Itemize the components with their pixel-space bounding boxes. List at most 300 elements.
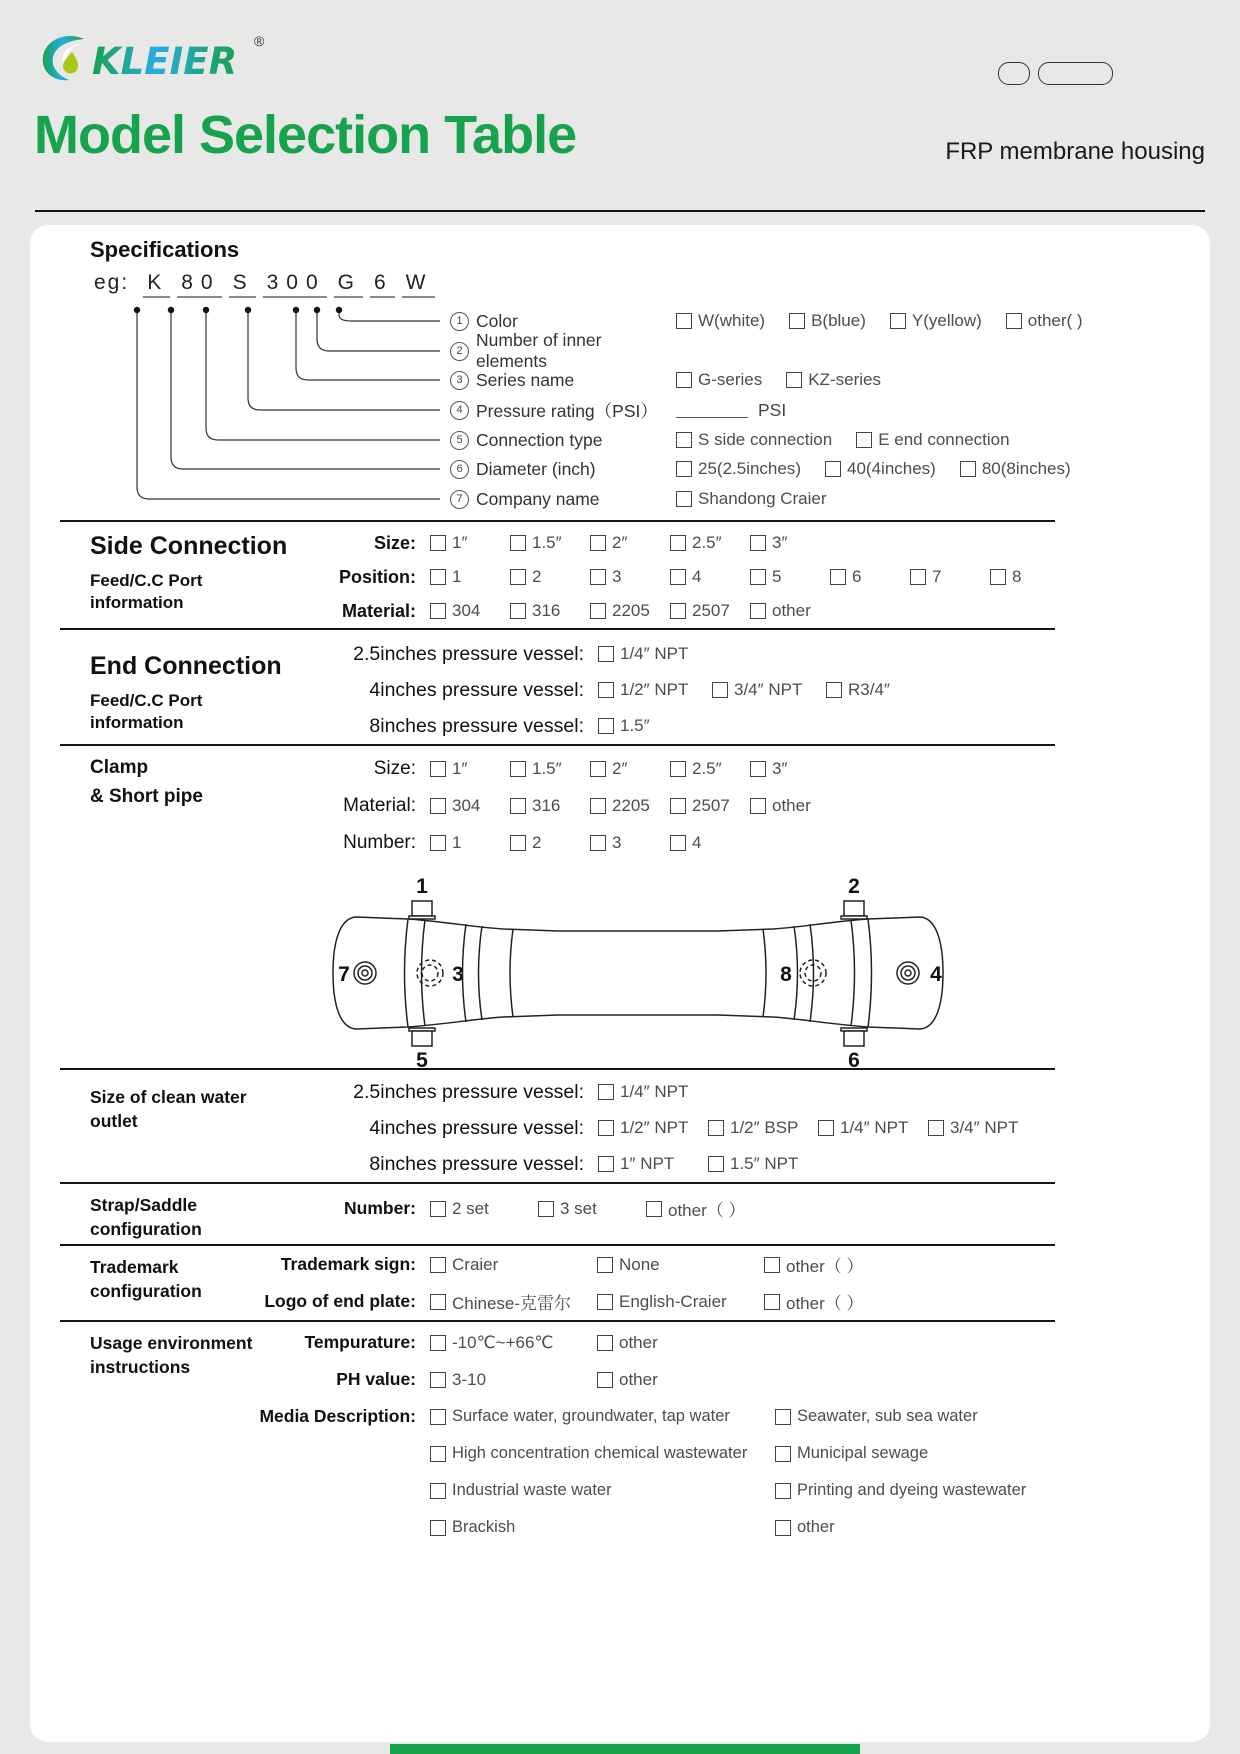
- option-label: 5: [772, 567, 782, 586]
- option-label: W(white): [698, 311, 766, 330]
- psi-unit-label: PSI: [758, 399, 787, 420]
- circled-number: 6: [450, 460, 469, 479]
- checkbox-option[interactable]: [775, 1444, 928, 1463]
- checkbox-option[interactable]: [856, 430, 1009, 450]
- option-label: 25(2.5inches): [698, 459, 802, 478]
- header-pill-small: [998, 62, 1030, 85]
- circled-number: 7: [450, 490, 469, 509]
- checkbox-option[interactable]: [910, 567, 990, 587]
- checkbox-option[interactable]: [597, 1255, 764, 1275]
- checkbox[interactable]: [510, 535, 526, 551]
- checkbox-option[interactable]: [430, 1407, 765, 1426]
- checkbox-option[interactable]: [646, 1196, 754, 1221]
- checkbox-option[interactable]: [430, 567, 510, 587]
- spec-row-label: Company name: [476, 488, 600, 509]
- option-label: other: [619, 1369, 658, 1389]
- page-subtitle: FRP membrane housing: [945, 138, 1205, 165]
- checkbox[interactable]: [430, 1372, 446, 1388]
- checkbox-option[interactable]: [430, 833, 510, 853]
- checkbox[interactable]: [750, 761, 766, 777]
- checkbox[interactable]: [598, 646, 614, 662]
- checkbox-option[interactable]: [764, 1289, 931, 1314]
- code-group-color: W: [402, 271, 435, 298]
- option-label: 1″ NPT: [620, 1154, 675, 1173]
- row-options: [430, 601, 830, 621]
- section-strap-saddle: [30, 1184, 1210, 1244]
- footer-accent-bar: [390, 1744, 860, 1754]
- section-clamp: [30, 746, 1210, 1068]
- option-label: 2 set: [452, 1198, 489, 1218]
- spec-row-label: Diameter (inch): [476, 458, 596, 479]
- checkbox[interactable]: [676, 491, 692, 507]
- option-label: 6: [852, 567, 862, 586]
- checkbox-option[interactable]: [430, 1333, 597, 1353]
- option-label: 2507: [692, 795, 730, 815]
- checkbox[interactable]: [430, 1409, 446, 1425]
- row-label: Number:: [343, 831, 416, 853]
- checkbox[interactable]: [510, 569, 526, 585]
- content-card: [30, 225, 1210, 1742]
- checkbox-option[interactable]: [430, 1289, 597, 1314]
- row-label: 4inches pressure vessel:: [369, 1116, 584, 1139]
- checkbox-option[interactable]: [890, 311, 982, 331]
- option-label: Printing and dyeing wastewater: [797, 1481, 1027, 1499]
- side-connection-heading: [90, 532, 305, 614]
- spec-row-options: [676, 489, 851, 509]
- option-label: 1/4″ NPT: [620, 644, 689, 663]
- checkbox[interactable]: [826, 682, 842, 698]
- checkbox[interactable]: [676, 372, 692, 388]
- option-label: 1/2″ BSP: [730, 1118, 799, 1137]
- option-label: High concentration chemical wastewater: [452, 1444, 748, 1462]
- checkbox[interactable]: [646, 1201, 662, 1217]
- checkbox-option[interactable]: [510, 533, 590, 553]
- option-label: 1.5″: [620, 716, 650, 735]
- checkbox[interactable]: [670, 835, 686, 851]
- end-connection-heading: [90, 652, 305, 734]
- checkbox-option[interactable]: [430, 1481, 765, 1500]
- option-label: Municipal sewage: [797, 1444, 929, 1462]
- checkbox-option[interactable]: [590, 833, 670, 853]
- checkbox[interactable]: [430, 535, 446, 551]
- row-options: [598, 680, 940, 700]
- checkbox[interactable]: [430, 603, 446, 619]
- option-label: Seawater, sub sea water: [797, 1407, 978, 1425]
- option-label: other: [772, 601, 811, 620]
- checkbox-option[interactable]: [670, 796, 750, 816]
- checkbox[interactable]: [538, 1201, 554, 1217]
- checkbox[interactable]: [598, 1156, 614, 1172]
- row-options: [430, 1196, 754, 1221]
- option-label: 3-10: [452, 1369, 487, 1389]
- option-label: None: [619, 1254, 660, 1274]
- code-group-connection: S: [229, 271, 256, 298]
- checkbox[interactable]: [430, 1483, 446, 1499]
- checkbox-option[interactable]: [818, 1118, 928, 1138]
- checkbox[interactable]: [598, 1084, 614, 1100]
- checkbox[interactable]: [510, 761, 526, 777]
- checkbox[interactable]: [590, 798, 606, 814]
- checkbox[interactable]: [789, 313, 805, 329]
- checkbox[interactable]: [670, 798, 686, 814]
- port-label-5: 5: [416, 1049, 428, 1070]
- checkbox-option[interactable]: [598, 680, 712, 700]
- brand-logo: [38, 30, 300, 95]
- option-label: 1/2″ NPT: [620, 1118, 689, 1137]
- section-title: Clamp: [90, 757, 149, 778]
- row-options: [430, 1333, 764, 1353]
- checkbox[interactable]: [825, 461, 841, 477]
- pressure-blank-field[interactable]: [676, 403, 748, 418]
- option-label: S side connection: [698, 430, 833, 449]
- checkbox-option[interactable]: [590, 533, 670, 553]
- checkbox[interactable]: [775, 1409, 791, 1425]
- option-label: 1.5″: [532, 533, 562, 552]
- checkbox-option[interactable]: [676, 370, 762, 390]
- checkbox-option[interactable]: [590, 759, 670, 779]
- section-title: Side Connection: [90, 532, 288, 560]
- checkbox-option[interactable]: [708, 1118, 818, 1138]
- checkbox-option[interactable]: [598, 644, 712, 664]
- checkbox[interactable]: [510, 798, 526, 814]
- checkbox[interactable]: [1006, 313, 1022, 329]
- checkbox-option[interactable]: [538, 1199, 646, 1219]
- section-title: Size of clean water outlet: [90, 1087, 247, 1131]
- option-label: 2205: [612, 795, 650, 815]
- header-pills: [998, 62, 1113, 85]
- checkbox[interactable]: [750, 535, 766, 551]
- spec-row-label: Connection type: [476, 429, 603, 450]
- checkbox-option[interactable]: [430, 601, 510, 621]
- circled-number: 1: [450, 312, 469, 331]
- checkbox[interactable]: [764, 1294, 780, 1310]
- row-label: PH value:: [336, 1369, 416, 1389]
- option-label: other: [772, 795, 811, 815]
- checkbox[interactable]: [590, 835, 606, 851]
- spec-row-options: [676, 459, 1095, 479]
- section-title: Trademark configuration: [90, 1257, 202, 1301]
- checkbox-option[interactable]: [676, 311, 765, 331]
- option-label: other: [619, 1332, 658, 1352]
- port-label-4: 4: [930, 963, 942, 986]
- checkbox-option[interactable]: [750, 759, 830, 779]
- checkbox-option[interactable]: [670, 833, 750, 853]
- form-row-number: [30, 824, 1210, 861]
- checkbox-option[interactable]: [928, 1118, 1038, 1138]
- checkbox-option[interactable]: [430, 533, 510, 553]
- checkbox[interactable]: [597, 1257, 613, 1273]
- option-label: other（ ）: [786, 1294, 864, 1313]
- row-label: Logo of end plate:: [264, 1291, 416, 1311]
- checkbox-option[interactable]: [750, 796, 830, 816]
- spec-row-pressure: [450, 398, 786, 422]
- checkbox[interactable]: [670, 761, 686, 777]
- checkbox-option[interactable]: [670, 567, 750, 587]
- checkbox[interactable]: [590, 569, 606, 585]
- row-label: 2.5inches pressure vessel:: [353, 642, 584, 665]
- checkbox[interactable]: [590, 535, 606, 551]
- checkbox-option[interactable]: [960, 459, 1071, 479]
- row-options: [430, 1444, 938, 1463]
- vessel-diagram: [308, 875, 968, 1075]
- checkbox-option[interactable]: [1006, 311, 1083, 331]
- row-label: Size:: [373, 532, 416, 553]
- checkbox[interactable]: [670, 535, 686, 551]
- option-label: 7: [932, 567, 942, 586]
- checkbox-option[interactable]: [598, 1082, 708, 1102]
- row-options: [430, 1407, 988, 1426]
- row-label: Trademark sign:: [280, 1254, 416, 1274]
- checkbox-option[interactable]: [786, 370, 881, 390]
- circled-number: 2: [450, 342, 469, 361]
- checkbox-option[interactable]: [750, 601, 830, 621]
- checkbox-option[interactable]: [676, 489, 827, 509]
- checkbox-option[interactable]: [789, 311, 866, 331]
- checkbox[interactable]: [910, 569, 926, 585]
- checkbox[interactable]: [676, 461, 692, 477]
- option-label: 2″: [612, 533, 628, 552]
- specifications-heading: Specifications: [90, 237, 240, 262]
- checkbox-option[interactable]: [430, 1518, 765, 1537]
- checkbox-option[interactable]: [430, 759, 510, 779]
- section-subtitle: & Short pipe: [90, 785, 203, 807]
- option-label: 2.5″: [692, 533, 722, 552]
- row-label: 2.5inches pressure vessel:: [353, 1080, 584, 1103]
- checkbox-option[interactable]: [764, 1252, 931, 1277]
- option-label: 4: [692, 567, 702, 586]
- checkbox-option[interactable]: [598, 1154, 708, 1174]
- row-label: Material:: [341, 600, 416, 621]
- checkbox[interactable]: [775, 1446, 791, 1462]
- form-row-media-2: [30, 1435, 1210, 1472]
- checkbox-option[interactable]: [430, 1444, 765, 1463]
- checkbox[interactable]: [890, 313, 906, 329]
- option-label: 1: [452, 567, 462, 586]
- header-pill-large: [1038, 62, 1113, 85]
- checkbox-option[interactable]: [510, 833, 590, 853]
- checkbox[interactable]: [598, 682, 614, 698]
- checkbox[interactable]: [430, 1335, 446, 1351]
- checkbox-option[interactable]: [510, 759, 590, 779]
- checkbox-option[interactable]: [598, 1118, 708, 1138]
- code-group-diameter: 80: [177, 271, 221, 298]
- option-label: 304: [452, 795, 481, 815]
- registered-mark: ®: [254, 33, 265, 49]
- option-label: 1/2″ NPT: [620, 680, 689, 699]
- spec-row-connection: [450, 428, 1034, 452]
- section-usage-environment: [30, 1322, 1210, 1552]
- checkbox[interactable]: [928, 1120, 944, 1136]
- port-label-1: 1: [416, 875, 428, 898]
- code-group-pressure: 300: [263, 271, 327, 298]
- checkbox[interactable]: [597, 1294, 613, 1310]
- checkbox-option[interactable]: [430, 1370, 597, 1390]
- option-label: 304: [452, 601, 481, 620]
- option-label: KZ-series: [808, 370, 881, 389]
- row-label: 4inches pressure vessel:: [369, 678, 584, 701]
- checkbox[interactable]: [708, 1120, 724, 1136]
- checkbox[interactable]: [430, 761, 446, 777]
- checkbox[interactable]: [430, 569, 446, 585]
- option-label: 2.5″: [692, 758, 722, 778]
- checkbox[interactable]: [597, 1335, 613, 1351]
- checkbox-option[interactable]: [510, 567, 590, 587]
- option-label: 1″: [452, 533, 468, 552]
- checkbox-option[interactable]: [990, 567, 1070, 587]
- checkbox[interactable]: [712, 682, 728, 698]
- checkbox[interactable]: [430, 835, 446, 851]
- checkbox[interactable]: [786, 372, 802, 388]
- option-label: 2″: [612, 758, 628, 778]
- option-label: 1/4″ NPT: [840, 1118, 909, 1137]
- option-label: 3: [612, 832, 622, 852]
- option-label: G-series: [698, 370, 763, 389]
- checkbox[interactable]: [676, 313, 692, 329]
- checkbox-option[interactable]: [597, 1333, 764, 1353]
- checkbox[interactable]: [856, 432, 872, 448]
- form-row-media-1: [30, 1398, 1210, 1435]
- section-trademark: [30, 1246, 1210, 1320]
- checkbox-option[interactable]: [775, 1518, 835, 1537]
- checkbox[interactable]: [670, 569, 686, 585]
- row-options: [598, 1118, 1038, 1138]
- usage-heading: [90, 1332, 305, 1379]
- clean-water-heading: [90, 1086, 305, 1133]
- checkbox-option[interactable]: [598, 716, 712, 736]
- checkbox[interactable]: [590, 603, 606, 619]
- option-label: other（ ）: [786, 1257, 864, 1276]
- row-options: [430, 1289, 931, 1314]
- option-label: 8: [1012, 567, 1022, 586]
- option-label: 3 set: [560, 1198, 597, 1218]
- checkbox-option[interactable]: [590, 796, 670, 816]
- checkbox-option[interactable]: [590, 567, 670, 587]
- strap-heading: [90, 1194, 305, 1241]
- code-group-series: G: [334, 271, 363, 298]
- option-label: English-Craier: [619, 1291, 727, 1311]
- form-row-media-4: [30, 1509, 1210, 1546]
- option-label: other: [797, 1518, 835, 1536]
- option-label: E end connection: [878, 430, 1010, 449]
- section-title: End Connection: [90, 652, 282, 680]
- checkbox-option[interactable]: [750, 567, 830, 587]
- row-options: [430, 759, 830, 779]
- checkbox[interactable]: [990, 569, 1006, 585]
- checkbox[interactable]: [597, 1372, 613, 1388]
- spec-row-label: Number of inner elements: [476, 330, 602, 371]
- checkbox-option[interactable]: [775, 1481, 1026, 1500]
- option-label: Y(yellow): [911, 311, 982, 330]
- checkbox-option[interactable]: [597, 1292, 764, 1312]
- option-label: 3/4″ NPT: [734, 680, 803, 699]
- spec-row-elements: [450, 330, 676, 371]
- checkbox[interactable]: [764, 1257, 780, 1273]
- spec-row-label: Series name: [476, 369, 575, 390]
- brand-swoosh-icon: [43, 36, 84, 80]
- checkbox-option[interactable]: [590, 601, 670, 621]
- option-label: R3/4″: [848, 680, 890, 699]
- checkbox-option[interactable]: [830, 567, 910, 587]
- option-label: 3″: [772, 533, 788, 552]
- checkbox-option[interactable]: [430, 1199, 538, 1219]
- checkbox[interactable]: [818, 1120, 834, 1136]
- option-label: -10℃~+66℃: [452, 1332, 554, 1352]
- checkbox[interactable]: [775, 1520, 791, 1536]
- checkbox-option[interactable]: [430, 796, 510, 816]
- checkbox[interactable]: [830, 569, 846, 585]
- checkbox-option[interactable]: [750, 533, 830, 553]
- circled-number: 5: [450, 431, 469, 450]
- form-row-8inch: [30, 1146, 1210, 1182]
- checkbox-option[interactable]: [670, 601, 750, 621]
- row-label: 8inches pressure vessel:: [369, 1152, 584, 1175]
- spec-row-label: Color: [476, 310, 518, 331]
- checkbox[interactable]: [430, 1520, 446, 1536]
- checkbox[interactable]: [708, 1156, 724, 1172]
- checkbox-option[interactable]: [708, 1154, 818, 1174]
- section-side-connection: [30, 522, 1210, 628]
- row-options: [430, 796, 830, 816]
- checkbox[interactable]: [430, 1201, 446, 1217]
- option-label: B(blue): [811, 311, 866, 330]
- checkbox[interactable]: [775, 1483, 791, 1499]
- circled-number: 3: [450, 371, 469, 390]
- row-options: [598, 716, 712, 736]
- page-title: Model Selection Table: [34, 105, 577, 165]
- option-label: 1″: [452, 758, 468, 778]
- circled-number: 4: [450, 401, 469, 420]
- checkbox-option[interactable]: [775, 1407, 978, 1426]
- option-label: 80(8inches): [981, 459, 1071, 478]
- checkbox-option[interactable]: [430, 1255, 597, 1275]
- checkbox[interactable]: [750, 798, 766, 814]
- checkbox-option[interactable]: [670, 759, 750, 779]
- checkbox[interactable]: [960, 461, 976, 477]
- section-subtitle: Feed/C.C Port information: [90, 691, 203, 733]
- checkbox-option[interactable]: [825, 459, 936, 479]
- checkbox[interactable]: [750, 603, 766, 619]
- checkbox[interactable]: [430, 1257, 446, 1273]
- checkbox[interactable]: [430, 1446, 446, 1462]
- checkbox[interactable]: [670, 603, 686, 619]
- checkbox-option[interactable]: [670, 533, 750, 553]
- checkbox-option[interactable]: [712, 680, 826, 700]
- option-label: 3: [612, 567, 622, 586]
- checkbox-option[interactable]: [676, 430, 832, 450]
- checkbox-option[interactable]: [826, 680, 940, 700]
- checkbox-option[interactable]: [510, 601, 590, 621]
- checkbox-option[interactable]: [676, 459, 801, 479]
- spec-row-company: [450, 487, 851, 511]
- row-options: [430, 1252, 931, 1277]
- spec-row-options: [676, 311, 1107, 331]
- spec-row-options: [676, 430, 1034, 450]
- row-label: Material:: [343, 794, 416, 816]
- checkbox[interactable]: [510, 603, 526, 619]
- spec-row-series: [450, 368, 905, 392]
- checkbox[interactable]: [676, 432, 692, 448]
- checkbox[interactable]: [430, 798, 446, 814]
- checkbox[interactable]: [750, 569, 766, 585]
- checkbox[interactable]: [598, 1120, 614, 1136]
- checkbox[interactable]: [430, 1294, 446, 1310]
- checkbox-option[interactable]: [510, 796, 590, 816]
- checkbox[interactable]: [590, 761, 606, 777]
- checkbox[interactable]: [598, 718, 614, 734]
- checkbox[interactable]: [510, 835, 526, 851]
- option-label: 2: [532, 567, 542, 586]
- checkbox-option[interactable]: [597, 1370, 764, 1390]
